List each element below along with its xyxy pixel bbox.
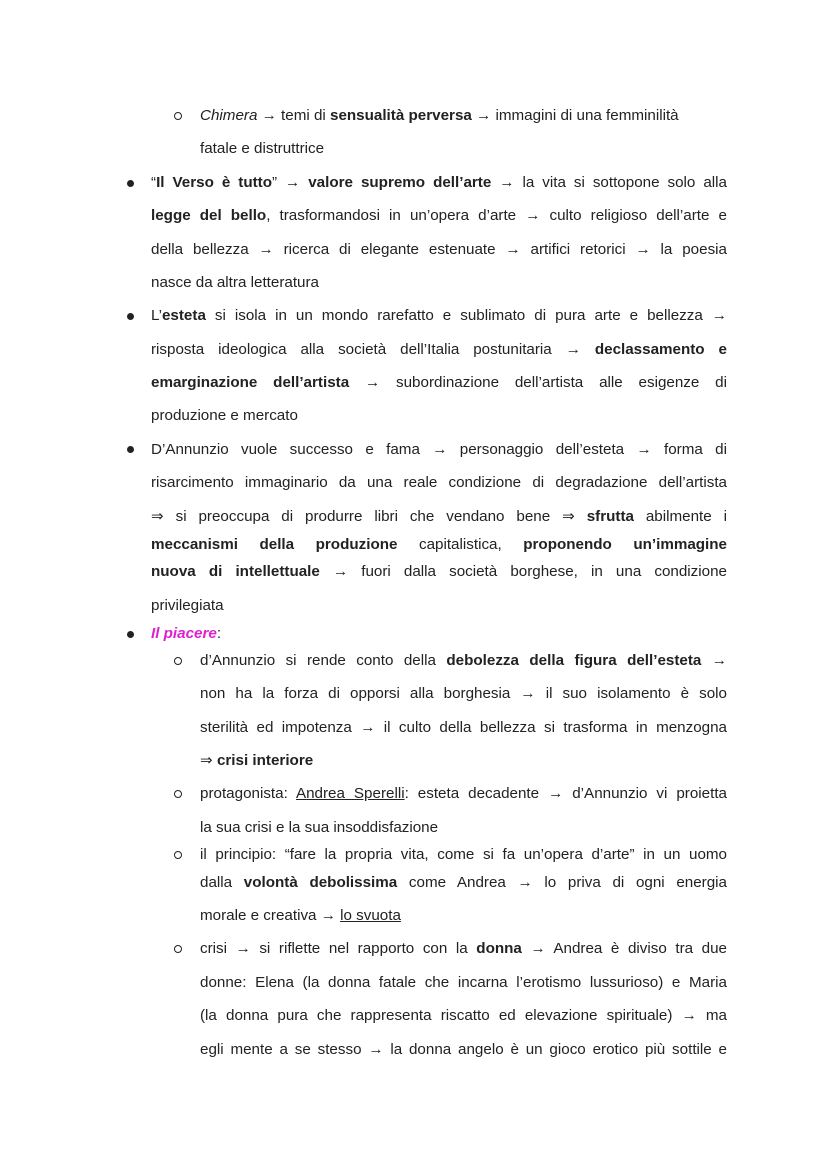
text-fragment: D’Annunzio vuole successo e fama → personaggio dell’esteta → forma di xyxy=(151,441,727,458)
text-line xyxy=(151,206,727,226)
text-line xyxy=(200,818,727,838)
text-line xyxy=(200,939,727,959)
sub-bullet-marker xyxy=(174,851,182,859)
text-fragment: Il piacere xyxy=(151,625,217,642)
text-fragment: ⇒ si preoccupa di produrre libri che vendano bene ⇒ xyxy=(151,508,587,525)
text-fragment: dalla xyxy=(200,874,244,891)
text-line xyxy=(200,139,727,159)
text-fragment: : esteta decadente → d’Annunzio vi proietta xyxy=(404,785,727,802)
text-line xyxy=(151,562,727,582)
text-line xyxy=(200,651,727,671)
text-line xyxy=(151,406,727,426)
text-line xyxy=(200,973,727,993)
text-line xyxy=(151,596,727,616)
bullet-marker xyxy=(127,313,134,320)
text-fragment: Il Verso è tutto xyxy=(156,174,272,191)
text-fragment: volontà debolissima xyxy=(243,874,398,891)
text-fragment: morale e creativa → xyxy=(200,907,341,924)
text-fragment: privilegiata xyxy=(151,597,224,614)
text-line xyxy=(151,340,727,360)
bullet-marker xyxy=(127,446,134,453)
text-line xyxy=(151,306,727,326)
text-line xyxy=(200,873,727,893)
sub-bullet-marker xyxy=(174,790,182,798)
text-line xyxy=(151,507,727,527)
text-line xyxy=(200,751,727,771)
bullet-marker xyxy=(127,180,134,187)
text-line xyxy=(151,173,727,193)
text-fragment: Chimera xyxy=(200,107,258,124)
text-fragment: → temi di xyxy=(257,107,330,124)
text-line xyxy=(200,784,727,804)
text-fragment: donne: Elena (la donna fatale che incarna l’erotismo lussurioso) e Maria xyxy=(200,974,727,991)
text-fragment: → subordinazione dell’artista alle esigenze di xyxy=(349,374,728,391)
text-fragment: risposta ideologica alla società dell’Italia postunitaria → xyxy=(151,341,595,358)
text-fragment: legge del bello xyxy=(151,207,267,224)
text-fragment: protagonista: xyxy=(200,785,296,802)
text-line xyxy=(200,1006,727,1026)
text-fragment: nuova di intellettuale xyxy=(151,563,320,580)
text-fragment: la sua crisi e la sua insoddisfazione xyxy=(200,819,439,836)
sub-bullet-marker xyxy=(174,112,182,120)
text-line xyxy=(200,906,727,926)
text-fragment: nasce da altra letteratura xyxy=(151,274,320,291)
text-fragment: valore supremo dell’arte xyxy=(308,174,492,191)
text-fragment: crisi → si riflette nel rapporto con la xyxy=(200,940,477,957)
text-fragment: declassamento e xyxy=(594,341,727,358)
text-fragment: (la donna pura che rappresenta riscatto ed elevazione spirituale) → ma xyxy=(200,1007,727,1024)
text-fragment: capitalistica, xyxy=(397,536,524,553)
text-fragment: → Andrea è diviso tra due xyxy=(521,940,728,957)
text-fragment: L’ xyxy=(151,307,162,324)
text-fragment: sensualità perversa xyxy=(330,107,472,124)
text-line xyxy=(200,1040,727,1060)
text-fragment: come Andrea → lo priva di ogni energia xyxy=(397,874,728,891)
text-line xyxy=(200,684,727,704)
text-fragment: → immagini di una femminilità xyxy=(471,107,679,124)
text-line xyxy=(151,240,727,260)
text-fragment: sfrutta xyxy=(586,508,634,525)
text-fragment: esteta xyxy=(161,307,206,324)
text-fragment: donna xyxy=(476,940,522,957)
text-fragment: della bellezza → ricerca di elegante estenuate → artifici retorici → la poesia xyxy=(151,241,727,258)
text-fragment: emarginazione dell’artista xyxy=(151,374,350,391)
text-fragment: egli mente a se stesso → la donna angelo è un gioco erotico più sottile e xyxy=(200,1041,727,1058)
text-fragment: , trasformandosi in un’opera d’arte → culto religioso dell’arte e xyxy=(266,207,727,224)
text-fragment: fatale e distruttrice xyxy=(200,140,325,157)
text-line xyxy=(151,273,727,293)
text-fragment: non ha la forza di opporsi alla borghesia → il suo isolamento è solo xyxy=(200,685,727,702)
text-line xyxy=(151,373,727,393)
text-fragment: → xyxy=(701,652,727,669)
text-fragment: risarcimento immaginario da una reale condizione di degradazione dell’artista xyxy=(151,474,727,491)
text-fragment: ⇒ xyxy=(200,752,217,769)
text-fragment: si isola in un mondo rarefatto e sublimato di pura arte e bellezza → xyxy=(205,307,727,324)
text-line xyxy=(200,106,727,126)
text-fragment: abilmente i xyxy=(633,508,727,525)
text-fragment: produzione e mercato xyxy=(151,407,298,424)
text-fragment: → la vita si sottopone solo alla xyxy=(491,174,727,191)
bullet-marker xyxy=(127,631,134,638)
text-fragment: Andrea Sperelli xyxy=(295,785,405,802)
text-fragment: lo svuota xyxy=(340,907,401,924)
text-fragment: crisi interiore xyxy=(216,752,314,769)
text-fragment: meccanismi della produzione xyxy=(151,536,398,553)
text-line xyxy=(151,440,727,460)
text-line xyxy=(151,473,727,493)
text-fragment: “ xyxy=(151,174,157,191)
text-fragment: debolezza della figura dell’esteta xyxy=(446,652,702,669)
text-fragment: ” → xyxy=(272,174,309,191)
text-fragment: il principio: “fare la propria vita, come si fa un’opera d’arte” in un uomo xyxy=(200,846,727,863)
text-line xyxy=(200,845,727,865)
text-fragment: → fuori dalla società borghese, in una condizione xyxy=(319,563,727,580)
text-fragment: : xyxy=(216,625,222,642)
sub-bullet-marker xyxy=(174,945,182,953)
section-title xyxy=(151,624,727,644)
text-fragment: proponendo un’immagine xyxy=(523,536,727,553)
text-fragment: d’Annunzio si rende conto della xyxy=(200,652,447,669)
text-line xyxy=(151,535,727,555)
text-line xyxy=(200,718,727,738)
text-fragment: sterilità ed impotenza → il culto della bellezza si trasforma in menzogna xyxy=(200,719,727,736)
sub-bullet-marker xyxy=(174,657,182,665)
